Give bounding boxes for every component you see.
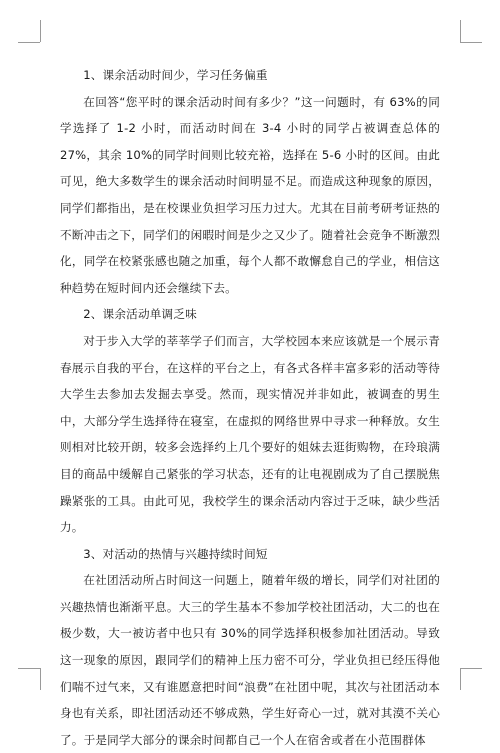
- crop-mark-top-left-horizontal: [18, 42, 40, 43]
- crop-mark-top-right-horizontal: [460, 42, 482, 43]
- section-paragraph-2: 对于步入大学的莘莘学子们而言，大学校园本来应该就是一个展示青春展示自我的平台，在这样的平台之上，有各式各样丰富多彩的活动等待大学生去参加去发掘去享受。然而，现实情况并非如此，被调查的男生中，大部分学生选择待在寝室，在虚拟的网络世界中寻求一种释放。女生则相对比较开朗，较多会选择约上几个要好的姐妹去逛街购物，在玲琅满目的商品中缓解自己紧张的学习状态，还有的让电视剧成为了自己摆脱焦躁紧张的工具。由此可见，我校学生的课余活动内容过于乏味，缺少些活力。: [60, 333, 440, 535]
- section-heading-1: 1、课余活动时间少，学习任务偏重: [83, 68, 268, 82]
- document-body: [60, 62, 440, 753]
- crop-mark-bottom-right-horizontal: [460, 668, 482, 669]
- section-paragraph-1: 在回答“您平时的课余活动时间有多少？”这一问题时，有 63%的同学选择了 1-2 小时，而活动时间在 3-4 小时的同学占被调查总体的 27%，其余 10%的同学时间则比较充裕，选择在 5-6 小时的区间。由此可见，绝大多数学生的课余活动时间明显不足。而造成这种现象的原因，同学们都指出，是在校课业负担学习压力过大。尤其在目前考研考证热的不断冲击之下，同学们的闲暇时间是少之又少了。随着社会竞争不断激烈化，同学在校紧张感也随之加重，每个人都不敢懈怠自己的学业，相信这种趋势在短时间内还会继续下去。: [60, 94, 440, 295]
- crop-mark-bottom-right-vertical: [460, 668, 461, 690]
- section-paragraph-3: 在社团活动所占时间这一问题上，随着年级的增长，同学们对社团的兴趣热情也渐渐平息。大三的学生基本不参加学校社团活动，大二的也在极少数，大一被访者中也只有 30%的同学选择积极参加社团活动。导致这一现象的原因，跟同学们的精神上压力密不可分，学业负担已经压得他们喘不过气来，又有谁愿意把时间“浪费”在社团中呢，其次与社团活动本身也有关系，即社团活动还不够成熟，学生好奇心一过，就对其漠不关心了。于是同学大部分的课余时间都自己一个人在宿舍或者在小范围群体: [60, 573, 440, 747]
- section-heading-3: 3、对活动的热情与兴趣持续时间短: [83, 546, 268, 561]
- crop-mark-bottom-left-vertical: [40, 668, 41, 690]
- section-heading-2: 2、课余活动单调乏味: [83, 307, 197, 322]
- crop-mark-bottom-left-horizontal: [18, 668, 40, 669]
- crop-mark-top-left-vertical: [40, 20, 41, 42]
- crop-mark-top-right-vertical: [460, 20, 461, 42]
